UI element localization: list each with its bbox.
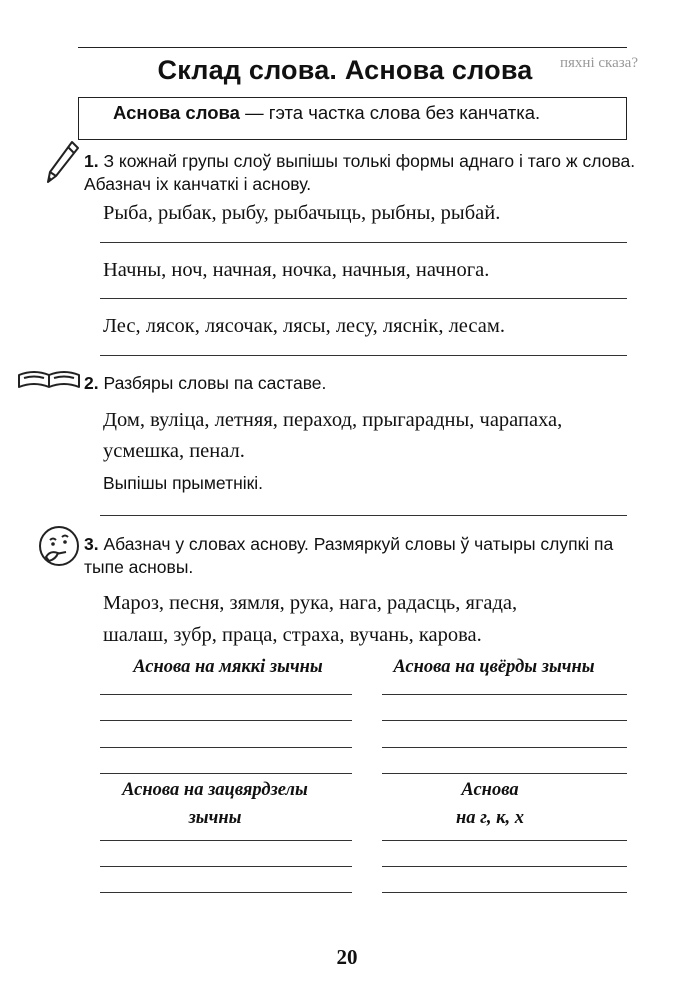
answer-line[interactable]: [382, 866, 627, 867]
bleed-through-text: пяхні сказа?: [560, 55, 638, 71]
exercise-2-number: 2.: [84, 373, 99, 393]
exercise-2-task: Выпішы прыметнікі.: [103, 473, 264, 493]
answer-line[interactable]: [382, 694, 627, 695]
exercise-1-group-2: Начны, ноч, начная, ночка, начныя, начнога.: [103, 259, 490, 281]
exercise-1-instruction-line2: Абазнач іх канчаткі і аснову.: [84, 174, 312, 194]
column-hard-heading: Аснова на цвёрды зычны: [393, 657, 595, 677]
exercise-1-instruction: [84, 150, 644, 196]
exercise-3-words-line1: Мароз, песня, зямля, рука, нага, радасць, ягада,: [103, 592, 518, 614]
answer-line[interactable]: [100, 840, 352, 841]
exercise-1-number: 1.: [84, 151, 99, 171]
answer-line[interactable]: [100, 720, 352, 721]
page-title: Склад слова. Аснова слова: [157, 55, 533, 85]
exercise-1-group-1: Рыба, рыбак, рыбу, рыбачыць, рыбны, рыбай.: [103, 202, 501, 224]
answer-line[interactable]: [100, 298, 627, 299]
column-gkh-heading-line1: Аснова: [461, 780, 519, 800]
exercise-2-instruction-text: Разбяры словы па саставе.: [98, 373, 327, 393]
answer-line[interactable]: [100, 355, 627, 356]
answer-line[interactable]: [382, 840, 627, 841]
exercise-3-instruction-line1: Абазнач у словах аснову. Размяркуй словы ў чатыры слупкі па: [98, 534, 614, 554]
exercise-2-words-line2: усмешка, пенал.: [103, 440, 245, 462]
column-gkh-heading-line2: на г, к, х: [455, 808, 525, 828]
exercise-3-instruction: [84, 533, 644, 579]
definition-text: — гэта частка слова без канчатка.: [239, 102, 541, 123]
answer-line[interactable]: [382, 773, 627, 774]
top-rule: [78, 47, 627, 48]
answer-line[interactable]: [382, 892, 627, 893]
answer-line[interactable]: [100, 515, 627, 516]
pencil-icon: [42, 138, 82, 186]
thinking-face-icon: [36, 523, 82, 569]
answer-line[interactable]: [382, 747, 627, 748]
exercise-3-instruction-line2: тыпе асновы.: [84, 557, 194, 577]
answer-line[interactable]: [100, 866, 352, 867]
answer-line[interactable]: [100, 694, 352, 695]
exercise-2-instruction: [84, 372, 326, 395]
column-hardened-heading-line1: Аснова на зацвярдзелы: [122, 780, 308, 800]
answer-line[interactable]: [382, 720, 627, 721]
exercise-1-instruction-line1: З кожнай групы слоў выпішы толькі формы аднаго і таго ж слова.: [98, 151, 636, 171]
column-soft-heading: Аснова на мяккі зычны: [133, 657, 323, 677]
exercise-3-number: 3.: [84, 534, 99, 554]
column-hardened-heading-line2: зычны: [188, 808, 242, 828]
exercise-1-group-3: Лес, лясок, лясочак, лясы, лесу, ляснік, лесам.: [103, 315, 505, 337]
answer-line[interactable]: [100, 747, 352, 748]
column-hardened-heading: [80, 776, 350, 832]
answer-line[interactable]: [100, 773, 352, 774]
page-number: 20: [336, 945, 358, 969]
exercise-3-words-line2: шалаш, зубр, праца, страха, вучань, карова.: [103, 624, 482, 646]
exercise-2-words-line1: Дом, вуліца, летняя, пераход, прыгарадны, чарапаха,: [103, 409, 563, 431]
answer-line[interactable]: [100, 892, 352, 893]
open-book-icon: [16, 367, 82, 391]
answer-line[interactable]: [100, 242, 627, 243]
column-gkh-heading: [400, 776, 580, 832]
definition-term: Аснова слова: [113, 102, 240, 123]
definition-box: [78, 97, 627, 140]
